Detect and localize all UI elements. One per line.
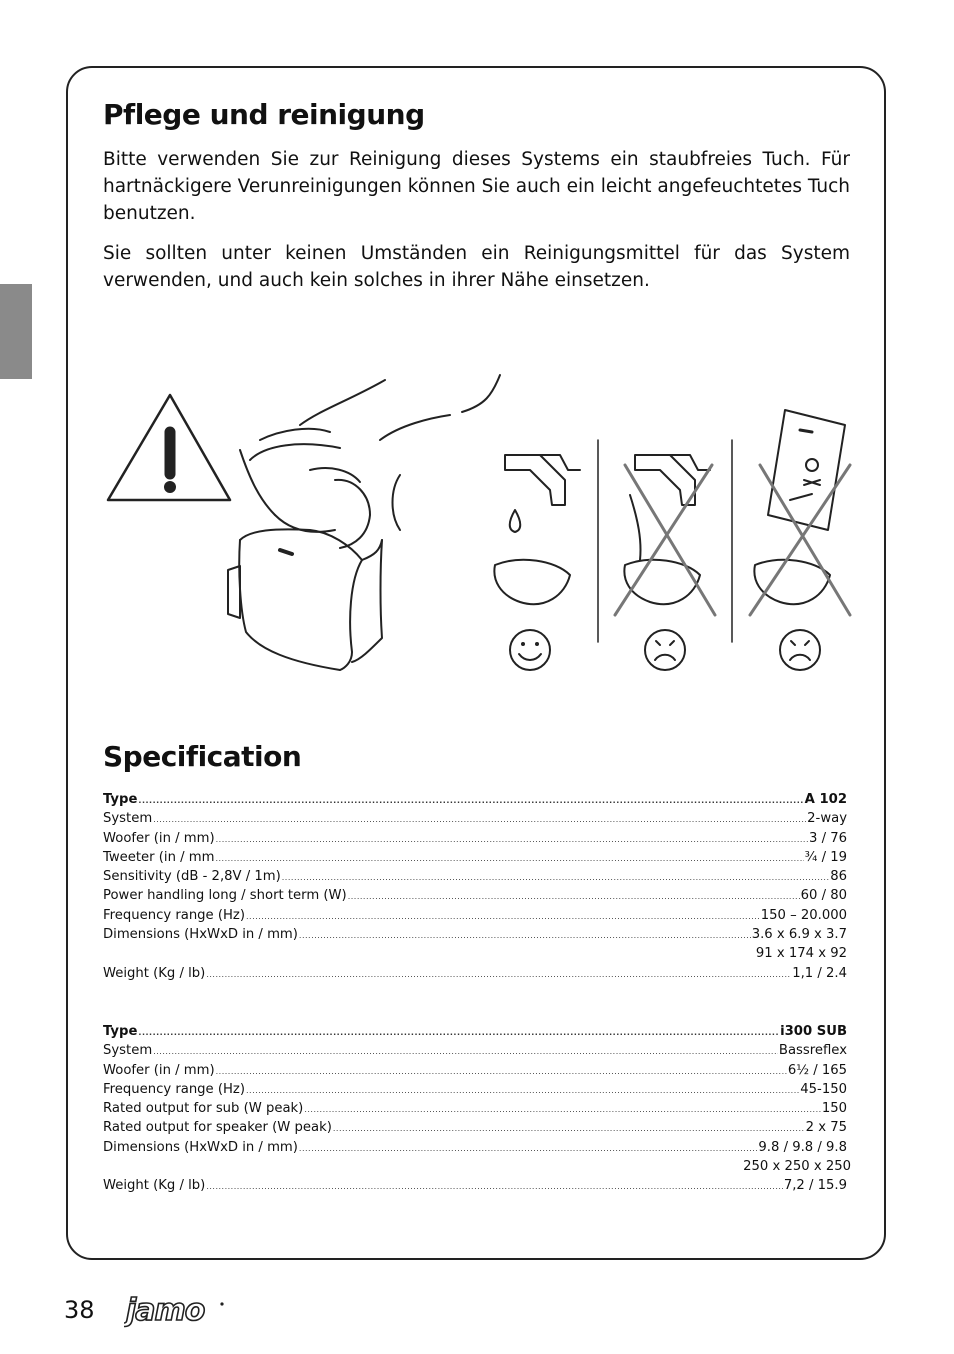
spec-row-dimensions: Dimensions (HxWxD in / mm) ..... 9.8 / 9.8 / 9.8 [103,1138,847,1157]
spec-row-dimensions-mm: 91 x 174 x 92 [755,946,847,962]
smiley-sad-icon [645,630,685,670]
spec-table-sub [103,1022,851,1196]
spec-row-power: Power handling long / short term (W) ..... 60 / 80 [103,886,847,905]
spec-row-weight: Weight (Kg / lb) ..... 1,1 / 2.4 [103,964,847,983]
water-tap-crossed [615,455,715,615]
care-paragraph-1: Bitte verwenden Sie zur Reinigung dieses Systems ein staubfreies Tuch. Für hartnäckigere Verunreinigungen können Sie auch ein leicht angefeuchtetes Tuch benutzen. [103,149,850,224]
spec-row-woofer: Woofer (in / mm) ..... 3 / 76 [103,829,847,848]
spec-row-rated-speaker: Rated output for speaker (W peak) ..... 2 x 75 [103,1118,847,1137]
care-title: Pflege und reinigung [103,98,425,131]
spec-row-tweeter: Tweeter (in / mm ..... ¾ / 19 [103,848,847,867]
section-tab-marker [0,284,32,379]
smiley-sad-icon [780,630,820,670]
water-tap-icon [494,455,580,604]
cleaning-illustration [100,370,860,680]
smiley-happy-icon [510,630,550,670]
spec-row-system: System ..... 2-way [103,809,847,828]
jamo-logo [124,1294,228,1328]
spec-row-frequency: Frequency range (Hz) ..... 45-150 [103,1080,847,1099]
spec-row-dimensions: Dimensions (HxWxD in / mm) ..... 3.6 x 6.9 x 3.7 [103,925,847,944]
care-paragraph-2: Sie sollten unter keinen Umständen ein Reinigungsmittel für das System verwenden, und auch kein solches in ihrer Nähe einsetzen. [103,243,850,291]
spec-row-system: System ..... Bassreflex [103,1041,847,1060]
spec-row-type: Type ..... A 102 [103,790,847,809]
spec-row-woofer: Woofer (in / mm) ..... 6½ / 165 [103,1061,847,1080]
warning-triangle-icon [108,395,230,500]
spec-row-frequency: Frequency range (Hz) ..... 150 – 20.000 [103,906,847,925]
spec-row-rated-sub: Rated output for sub (W peak) ..... 150 [103,1099,847,1118]
spec-row-weight: Weight (Kg / lb) ..... 7,2 / 15.9 [103,1176,847,1195]
spec-title: Specification [103,740,302,773]
page-number: 38 [64,1296,95,1324]
spec-row-type: Type ..... i300 SUB [103,1022,847,1041]
svg-text:jamo: jamo [126,1294,205,1328]
spec-row-sensitivity: Sensitivity (dB - 2,8V / 1m) ..... 86 [103,867,847,886]
spec-table-a102 [103,790,847,983]
speaker-being-wiped [228,375,500,670]
chemical-bottle-icon [750,410,850,615]
spec-row-dimensions-mm: 250 x 250 x 250 [743,1159,851,1175]
